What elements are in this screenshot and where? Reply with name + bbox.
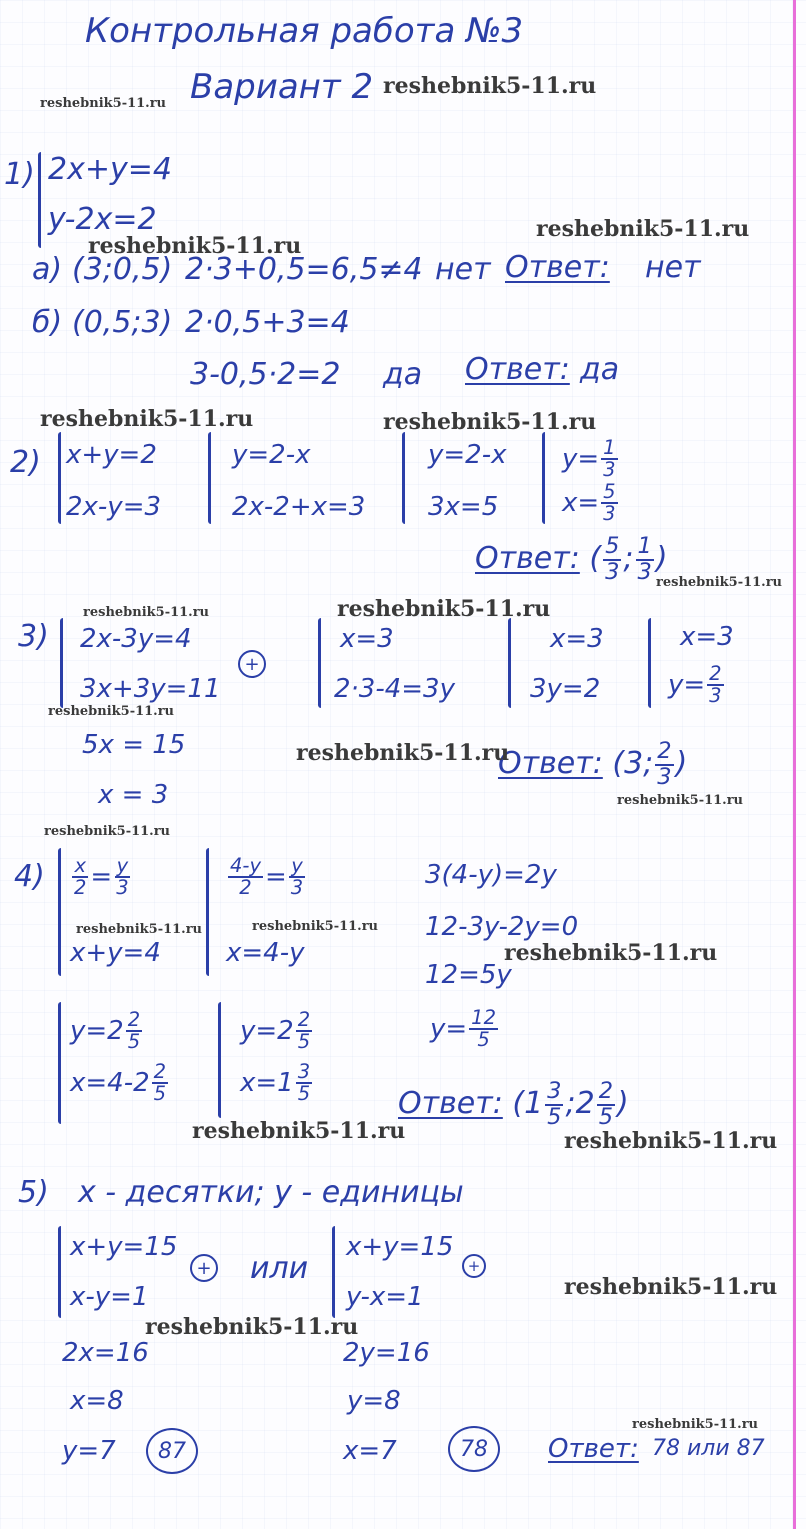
answer-value: 78 или 87: [652, 1436, 765, 1461]
numerator: 3: [297, 1060, 311, 1083]
watermark: reshebnik5-11.ru: [617, 793, 744, 808]
equation: 2y=16: [343, 1338, 430, 1368]
denominator: 5: [153, 1082, 167, 1106]
equation: x+y=2: [66, 440, 157, 470]
paren: (: [589, 541, 602, 577]
equation: [226, 856, 307, 899]
problem-number: 5): [18, 1175, 49, 1210]
margin-line: [793, 0, 796, 1529]
fraction: [72, 856, 88, 899]
equation-lhs: x=1: [240, 1067, 294, 1098]
watermark: reshebnik5-11.ru: [40, 96, 167, 111]
answer-value: нет: [645, 250, 701, 285]
equals: =: [264, 861, 287, 892]
equation: [430, 1008, 500, 1051]
answer-row: [498, 740, 687, 789]
watermark: reshebnik5-11.ru: [44, 824, 171, 839]
numerator: y: [291, 854, 303, 877]
equation: x=7: [343, 1436, 397, 1466]
system-brace: [318, 618, 321, 708]
or-word: или: [250, 1251, 309, 1286]
equation: 12=5y: [425, 960, 512, 990]
equation: 2x=16: [62, 1338, 149, 1368]
numerator: 2: [297, 1008, 311, 1031]
denominator: 2: [74, 876, 87, 900]
check-result: да: [383, 357, 423, 392]
equation: [240, 1010, 314, 1053]
system-brace: [58, 1226, 61, 1318]
equation: y-x=1: [346, 1282, 424, 1312]
separator: ;: [623, 541, 634, 577]
numerator: 1: [603, 436, 616, 459]
equation: 2x-y=3: [66, 492, 162, 522]
watermark: reshebnik5-11.ru: [564, 1128, 778, 1154]
plus-circle: +: [462, 1254, 486, 1278]
watermark: reshebnik5-11.ru: [536, 216, 750, 242]
equation: 2x-3y=4: [80, 624, 192, 654]
paren: ): [675, 746, 688, 782]
denominator: 5: [127, 1030, 141, 1054]
denominator: 5: [598, 1103, 614, 1130]
denominator: 3: [637, 558, 652, 585]
equation: x+y=15: [346, 1232, 454, 1262]
equation: x = 3: [98, 780, 169, 810]
answer-value: да: [580, 352, 620, 387]
denominator: 5: [547, 1103, 562, 1130]
system-brace: [208, 432, 211, 524]
equation: y=8: [347, 1386, 401, 1416]
equation: 2x+y=4: [48, 152, 172, 187]
numerator: y: [116, 854, 129, 877]
fraction: [469, 1008, 498, 1051]
problem-number: 1): [4, 157, 35, 192]
variant-label: Вариант 2: [190, 67, 374, 107]
paren: ): [655, 541, 668, 577]
watermark: reshebnik5-11.ru: [40, 406, 254, 432]
watermark: reshebnik5-11.ru: [252, 919, 379, 934]
system-brace: [58, 1002, 61, 1124]
equation: [562, 438, 620, 481]
system-brace: [38, 152, 41, 248]
equation: x=3: [340, 624, 394, 654]
answer-label: Ответ:: [475, 541, 580, 577]
fraction: [601, 438, 617, 481]
answer-label: Ответ:: [548, 1434, 639, 1464]
answer-label: Ответ:: [465, 352, 570, 387]
numerator: 2: [153, 1060, 167, 1083]
answer-value: (1: [512, 1086, 544, 1122]
equation: [70, 1062, 170, 1105]
fraction: [601, 482, 617, 525]
system-brace: [60, 618, 63, 708]
plus-circle: +: [238, 650, 266, 678]
watermark: reshebnik5-11.ru: [632, 1417, 759, 1432]
denominator: 5: [477, 1028, 490, 1052]
system-brace: [58, 432, 61, 524]
equation: [668, 664, 726, 707]
equals: =: [90, 861, 113, 892]
paren: ): [617, 1086, 629, 1122]
equation-lhs: y=: [430, 1013, 468, 1044]
system-brace: [402, 432, 405, 524]
plus-circle: +: [190, 1254, 218, 1282]
denominator: 3: [290, 876, 304, 900]
equation: y=2-x: [428, 440, 507, 470]
result-circle: 87: [146, 1428, 198, 1474]
answer-value: ;2: [565, 1086, 595, 1122]
fraction: [636, 535, 654, 584]
equation: y=7: [62, 1436, 116, 1466]
answer-label: Ответ:: [398, 1086, 503, 1122]
watermark: reshebnik5-11.ru: [383, 409, 597, 435]
denominator: 5: [297, 1030, 311, 1054]
answer-label: Ответ:: [498, 746, 603, 782]
answer-value: (3;: [612, 746, 654, 782]
numerator: 2: [127, 1008, 141, 1031]
fraction: [296, 1062, 312, 1105]
equation: x+y=15: [70, 1232, 178, 1262]
equation-lhs: x=: [562, 487, 600, 518]
fraction: [545, 1080, 563, 1129]
fraction: [289, 856, 305, 899]
denominator: 3: [116, 876, 129, 900]
fraction: [597, 1080, 615, 1129]
equation: 12-3y-2y=0: [425, 912, 579, 942]
watermark: reshebnik5-11.ru: [145, 1314, 359, 1340]
numerator: 2: [657, 738, 672, 764]
equation: x+y=4: [70, 938, 161, 968]
denominator: 3: [605, 558, 620, 585]
equation: [240, 1062, 314, 1105]
denominator: 3: [709, 684, 722, 708]
watermark: reshebnik5-11.ru: [48, 704, 175, 719]
equation: x=8: [70, 1386, 124, 1416]
problem-number: 4): [14, 859, 45, 894]
equation: x=3: [550, 624, 604, 654]
point: (0,5;3): [72, 305, 173, 340]
equation-lhs: y=2: [70, 1015, 124, 1046]
numerator: 2: [598, 1078, 614, 1104]
system-brace: [332, 1226, 335, 1318]
system-brace: [542, 432, 545, 524]
watermark: reshebnik5-11.ru: [383, 73, 597, 99]
numerator: 4-y: [230, 854, 261, 877]
equation: 2·3-4=3y: [334, 674, 455, 704]
watermark: reshebnik5-11.ru: [83, 605, 210, 620]
watermark: reshebnik5-11.ru: [192, 1118, 406, 1144]
equation: [70, 1010, 144, 1053]
numerator: 2: [709, 662, 722, 685]
check-expression: 2·3+0,5=6,5≠4: [185, 252, 423, 287]
check-result: нет: [435, 252, 491, 287]
system-brace: [508, 618, 511, 708]
problem-number: 2): [10, 445, 41, 480]
system-brace: [58, 848, 61, 976]
watermark: reshebnik5-11.ru: [88, 233, 302, 259]
equation-lhs: x=4-2: [70, 1067, 150, 1098]
equation: 5x = 15: [82, 730, 186, 760]
fraction: [655, 740, 673, 789]
numerator: x: [74, 854, 86, 877]
part-label: б): [32, 305, 63, 340]
denominator: 5: [297, 1082, 311, 1106]
problem-number: 3): [18, 619, 49, 654]
fraction: [126, 1010, 142, 1053]
denominator: 3: [603, 458, 616, 482]
watermark: reshebnik5-11.ru: [564, 1274, 778, 1300]
equation: x=3: [680, 622, 734, 652]
watermark: reshebnik5-11.ru: [296, 740, 510, 766]
fraction: [228, 856, 263, 899]
denominator: 3: [603, 502, 616, 526]
system-brace: [648, 618, 651, 708]
equation-lhs: y=2: [240, 1015, 294, 1046]
watermark: reshebnik5-11.ru: [656, 575, 783, 590]
equation-lhs: y=: [668, 669, 706, 700]
fraction: [707, 664, 723, 707]
numerator: 1: [637, 533, 652, 559]
equation: x=4-y: [226, 938, 305, 968]
result-circle: 78: [448, 1426, 500, 1472]
equation: [70, 856, 133, 899]
answer-row: [475, 535, 668, 584]
denominator: 3: [657, 763, 672, 790]
system-brace: [206, 848, 209, 976]
equation-lhs: y=: [562, 443, 600, 474]
equation: x-y=1: [70, 1282, 149, 1312]
equation: 2x-2+x=3: [232, 492, 366, 522]
denominator: 2: [239, 876, 252, 900]
watermark: reshebnik5-11.ru: [76, 922, 203, 937]
equation: 3x=5: [428, 492, 499, 522]
equation: y-2x=2: [48, 202, 157, 237]
fraction: [114, 856, 130, 899]
numerator: 12: [471, 1006, 496, 1029]
numerator: 5: [605, 533, 620, 559]
check-expression: 2·0,5+3=4: [185, 305, 350, 340]
fraction: [603, 535, 621, 584]
answer-label: Ответ:: [505, 250, 610, 285]
watermark: reshebnik5-11.ru: [504, 940, 718, 966]
point: (3;0,5): [72, 252, 173, 287]
numerator: 5: [603, 480, 616, 503]
numerator: 3: [547, 1078, 562, 1104]
system-brace: [218, 1002, 221, 1118]
check-expression: 3-0,5·2=2: [190, 357, 341, 392]
equation: 3y=2: [530, 674, 601, 704]
part-label: а): [32, 252, 63, 287]
equation: [562, 482, 620, 525]
variable-description: x - десятки; y - единицы: [78, 1175, 464, 1210]
page-title: Контрольная работа №3: [85, 11, 524, 51]
watermark: reshebnik5-11.ru: [337, 596, 551, 622]
equation: y=2-x: [232, 440, 311, 470]
fraction: [296, 1010, 312, 1053]
equation: 3x+3y=11: [80, 674, 221, 704]
fraction: [152, 1062, 168, 1105]
answer-row: [398, 1080, 629, 1129]
equation: 3(4-y)=2y: [425, 860, 557, 890]
